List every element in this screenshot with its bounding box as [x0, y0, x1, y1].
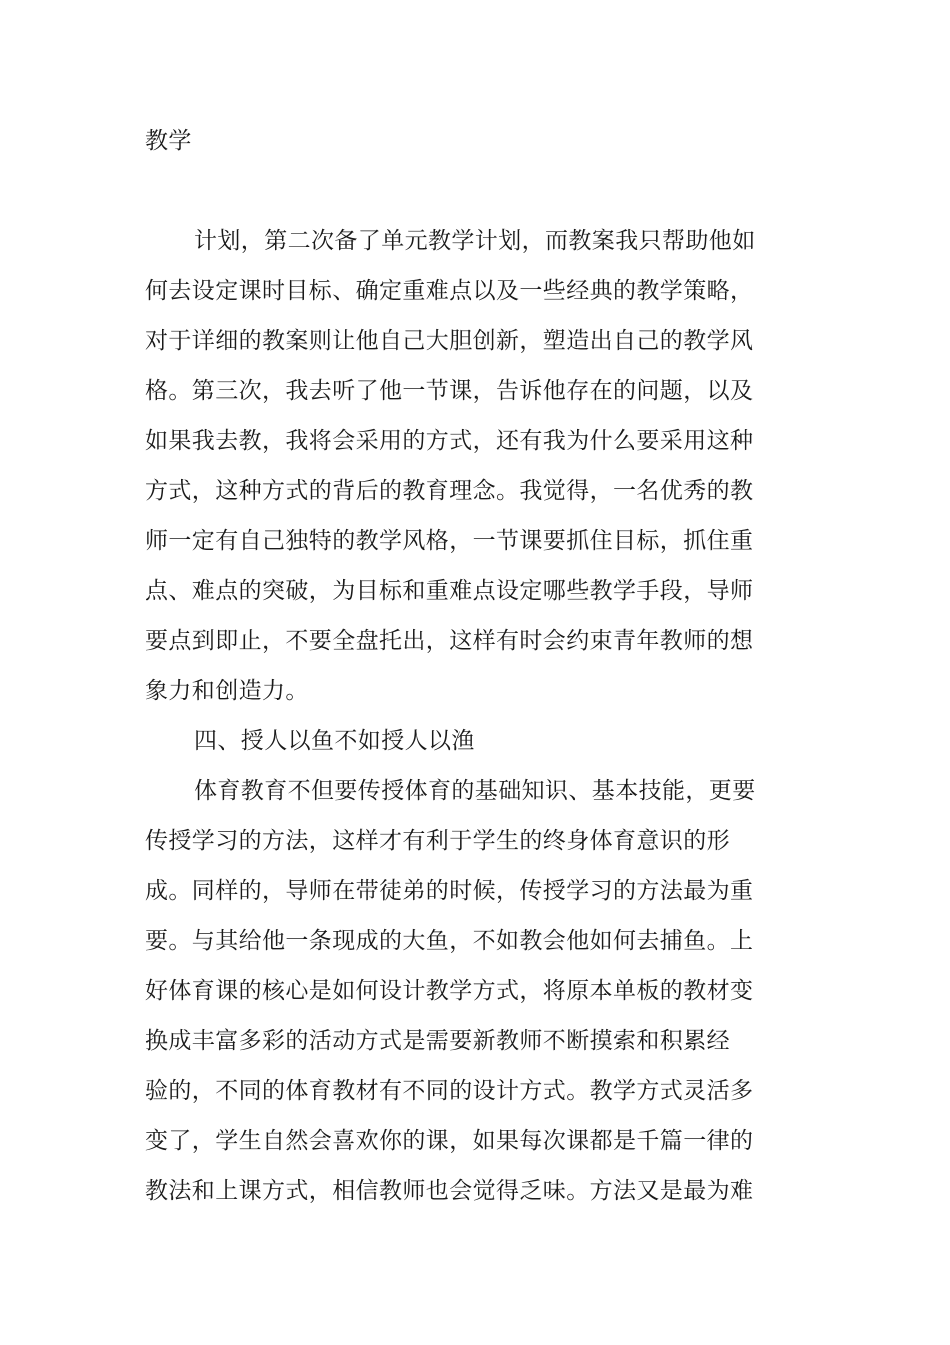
text-line: 方式，这种方式的背后的教育理念。我觉得，一名优秀的教 [145, 478, 754, 504]
text-line: 师一定有自己独特的教学风格，一节课要抓住目标，抓住重 [145, 528, 754, 554]
text-line: 体育教育不但要传授体育的基础知识、基本技能，更要 [194, 778, 756, 804]
section-heading: 四、授人以鱼不如授人以渔 [194, 728, 475, 754]
text-line: 要点到即止，不要全盘托出，这样有时会约束青年教师的想 [145, 628, 754, 654]
text-line: 教法和上课方式，相信教师也会觉得乏味。方法又是最为难 [145, 1178, 754, 1204]
text-line: 传授学习的方法，这样才有利于学生的终身体育意识的形 [145, 828, 730, 854]
text-line: 计划，第二次备了单元教学计划，而教案我只帮助他如 [194, 228, 756, 254]
text-line: 对于详细的教案则让他自己大胆创新，塑造出自己的教学风 [145, 328, 754, 354]
text-line: 象力和创造力。 [145, 678, 309, 704]
text-line: 变了，学生自然会喜欢你的课，如果每次课都是千篇一律的 [145, 1128, 754, 1154]
text-line: 如果我去教，我将会采用的方式，还有我为什么要采用这种 [145, 428, 754, 454]
text-line: 格。第三次，我去听了他一节课，告诉他存在的问题，以及 [145, 378, 754, 404]
text-line: 换成丰富多彩的活动方式是需要新教师不断摸索和积累经 [145, 1028, 730, 1054]
text-line: 成。同样的，导师在带徒弟的时候，传授学习的方法最为重 [145, 878, 754, 904]
heading-fragment: 教学 [145, 128, 192, 154]
text-line: 要。与其给他一条现成的大鱼，不如教会他如何去捕鱼。上 [145, 928, 754, 954]
text-line: 点、难点的突破，为目标和重难点设定哪些教学手段，导师 [145, 578, 754, 604]
text-line: 好体育课的核心是如何设计教学方式，将原本单板的教材变 [145, 978, 754, 1004]
text-line: 何去设定课时目标、确定重难点以及一些经典的教学策略， [145, 278, 754, 304]
text-line: 验的，不同的体育教材有不同的设计方式。教学方式灵活多 [145, 1078, 754, 1104]
